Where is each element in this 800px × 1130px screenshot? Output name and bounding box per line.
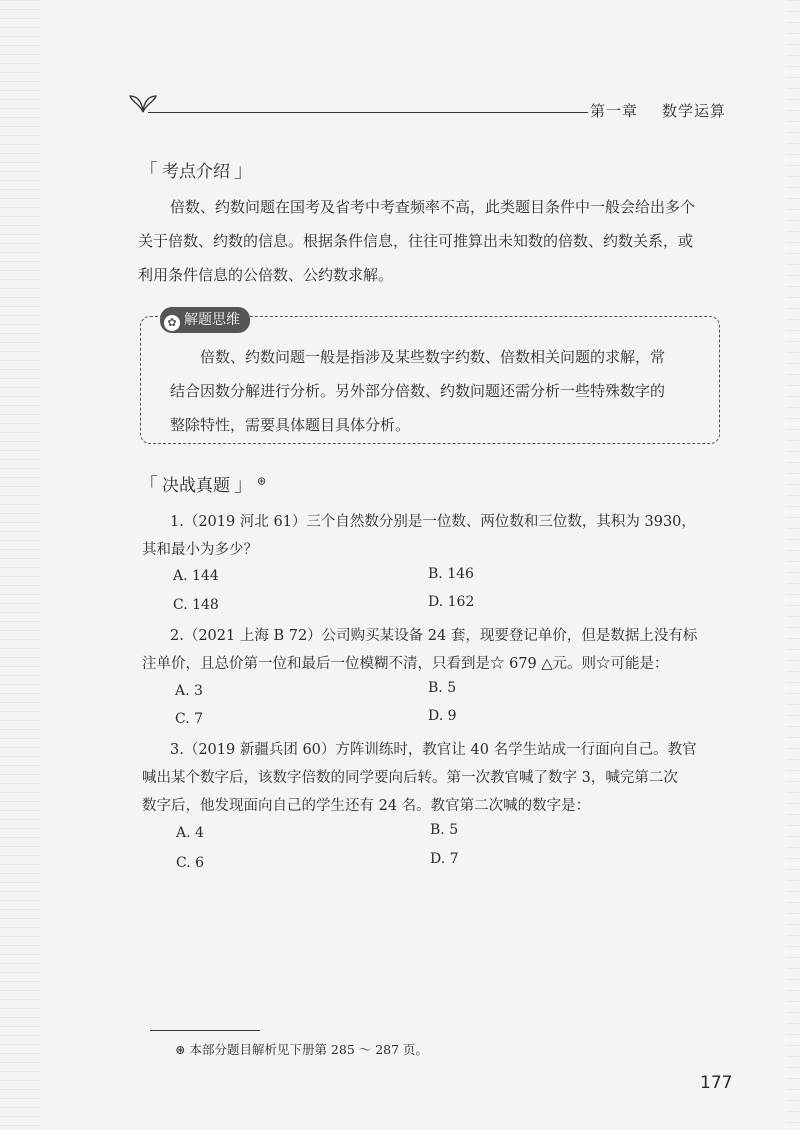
bulb-icon: ✿ <box>164 315 180 331</box>
header-rule <box>148 112 588 113</box>
option-d: D. 9 <box>428 708 457 724</box>
intro-line: 关于倍数、约数的信息。根据条件信息，往往可推算出未知数的倍数、约数关系，或 <box>138 232 694 250</box>
tip-line: 整除特性，需要具体题目具体分析。 <box>170 416 411 434</box>
question-line: 注单价，且总价第一位和最后一位模糊不清，只看到是☆ 679 △元。则☆可能是： <box>142 656 669 672</box>
question-line: 1.（2019 河北 61）三个自然数分别是一位数、两位数和三位数，其积为 3930， <box>170 514 696 530</box>
question-2 <box>142 622 732 678</box>
option-a: A. 4 <box>176 825 204 841</box>
intro-paragraph <box>138 190 718 292</box>
question-line: 其和最小为多少？ <box>142 542 258 558</box>
option-d: D. 7 <box>430 851 459 867</box>
practice-heading-text: 决战真题 <box>162 476 231 496</box>
intro-line: 利用条件信息的公倍数、公约数求解。 <box>138 266 394 284</box>
question-3 <box>142 736 732 820</box>
tip-line: 结合因数分解进行分析。另外部分倍数、约数问题还需分析一些特殊数字的 <box>170 382 666 400</box>
tip-label <box>160 307 250 333</box>
option-b: B. 146 <box>428 566 474 582</box>
intro-heading-text: 考点介绍 <box>162 162 231 182</box>
footnote-mark: ⊛ <box>257 474 267 488</box>
question-line: 数字后，他发现面向自己的学生还有 24 名。教官第二次喊的数字是： <box>142 798 591 814</box>
option-a: A. 144 <box>173 568 219 584</box>
scan-edge-right <box>786 0 800 1130</box>
option-d: D. 162 <box>428 594 475 610</box>
option-a: A. 3 <box>175 683 203 699</box>
question-line: 2.（2021 上海 B 72）公司购买某设备 24 套，现要登记单价，但是数据上没有标 <box>170 628 698 644</box>
intro-line: 倍数、约数问题在国考及省考中考查频率不高，此类题目条件中一般会给出多个 <box>170 198 696 216</box>
tip-line: 倍数、约数问题一般是指涉及某些数字约数、倍数相关问题的求解，常 <box>200 348 666 366</box>
question-line: 3.（2019 新疆兵团 60）方阵训练时，教官让 40 名学生站成一行面向自己。教官 <box>170 742 697 758</box>
option-c: C. 7 <box>175 711 204 727</box>
chapter-label: 第一章 <box>590 102 639 120</box>
footnote-rule <box>150 1030 260 1031</box>
question-line: 喊出某个数字后，该数字倍数的同学要向后转。第一次教官喊了数字 3，喊完第二次 <box>142 770 678 786</box>
tip-label-text: 解题思维 <box>184 312 240 328</box>
practice-heading: 「 决战真题 」 ⊛ <box>139 474 267 496</box>
footnote: ⊛ 本部分题目解析见下册第 285 ～ 287 页。 <box>175 1042 429 1057</box>
question-1 <box>142 508 722 564</box>
leaf-icon <box>128 92 158 114</box>
intro-heading: 「 考点介绍 」 <box>139 160 254 182</box>
chapter-title: 数学运算 <box>662 102 727 120</box>
option-b: B. 5 <box>430 822 459 838</box>
scan-edge-left <box>0 0 40 1130</box>
running-header <box>590 100 726 121</box>
tip-paragraph <box>170 340 700 442</box>
option-b: B. 5 <box>428 680 457 696</box>
page-number: 177 <box>700 1073 733 1093</box>
option-c: C. 6 <box>176 855 205 871</box>
option-c: C. 148 <box>173 597 219 613</box>
